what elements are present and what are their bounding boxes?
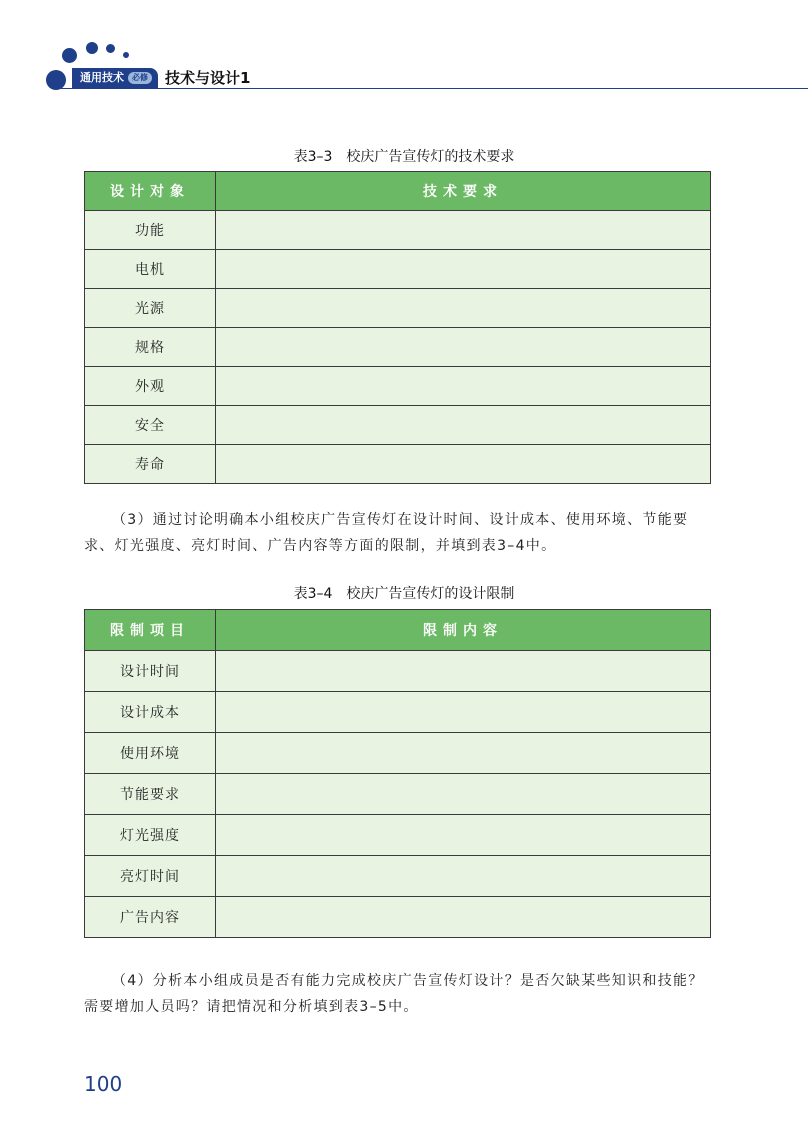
table2-row-label: 使用环境	[85, 733, 216, 774]
table1-row-label: 光源	[85, 289, 216, 328]
table-row	[85, 651, 711, 692]
table2-fill-cell[interactable]	[216, 856, 711, 897]
table2-fill-cell[interactable]	[216, 774, 711, 815]
table-row	[85, 367, 711, 406]
table2-fill-cell[interactable]	[216, 651, 711, 692]
table-row	[85, 289, 711, 328]
table-row	[85, 250, 711, 289]
table1-row-label: 安全	[85, 406, 216, 445]
header-dot-tiny	[106, 44, 115, 53]
table2-caption	[0, 583, 808, 603]
table2-caption-text: 校庆广告宣传灯的设计限制	[346, 586, 515, 602]
table-row	[85, 328, 711, 367]
table1-caption-text: 校庆广告宣传灯的技术要求	[346, 149, 515, 165]
table-row	[85, 211, 711, 250]
table2-fill-cell[interactable]	[216, 815, 711, 856]
table1-row-label: 规格	[85, 328, 216, 367]
table2-row-label: 设计时间	[85, 651, 216, 692]
table2-row-label: 设计成本	[85, 692, 216, 733]
table1-fill-cell[interactable]	[216, 328, 711, 367]
table-row	[85, 692, 711, 733]
header-tag-label: 通用技术	[80, 71, 124, 84]
table2-header-item: 限制项目	[85, 610, 216, 651]
table1-header-requirements: 技术要求	[216, 172, 711, 211]
header-dot-large	[46, 70, 66, 90]
header-badge: 必修	[128, 72, 152, 84]
instruction-paragraph-3: （3）通过讨论明确本小组校庆广告宣传灯在设计时间、设计成本、使用环境、节能要求、灯光强度、亮灯时间、广告内容等方面的限制，并填到表3–4中。	[84, 512, 689, 554]
table2-fill-cell[interactable]	[216, 692, 711, 733]
table1-caption	[0, 146, 808, 166]
table2-row-label: 广告内容	[85, 897, 216, 938]
table-row	[85, 733, 711, 774]
table2-fill-cell[interactable]	[216, 733, 711, 774]
table1-row-label: 外观	[85, 367, 216, 406]
table1-header-row	[85, 172, 711, 211]
header-series-tag	[72, 68, 158, 88]
page-number: 100	[84, 1072, 123, 1096]
table1-row-label: 电机	[85, 250, 216, 289]
table2-caption-number: 表3–4	[293, 586, 333, 602]
table1-fill-cell[interactable]	[216, 211, 711, 250]
table-row	[85, 856, 711, 897]
table1-fill-cell[interactable]	[216, 250, 711, 289]
table1-caption-number: 表3–3	[293, 149, 333, 165]
table1-row-label: 寿命	[85, 445, 216, 484]
table1-fill-cell[interactable]	[216, 406, 711, 445]
table2-header-row	[85, 610, 711, 651]
table-row	[85, 406, 711, 445]
header-book-title: 技术与设计1	[165, 69, 251, 87]
header-dot-medium	[62, 48, 77, 63]
table-row	[85, 897, 711, 938]
table2-fill-cell[interactable]	[216, 897, 711, 938]
table-row	[85, 774, 711, 815]
table1-fill-cell[interactable]	[216, 367, 711, 406]
table-technical-requirements	[84, 171, 711, 484]
table-row	[85, 445, 711, 484]
table1-row-label: 功能	[85, 211, 216, 250]
header-dot-micro	[123, 52, 129, 58]
table1-fill-cell[interactable]	[216, 445, 711, 484]
instruction-paragraph-4: （4）分析本小组成员是否有能力完成校庆广告宣传灯设计？是否欠缺某些知识和技能？需要增加人员吗？请把情况和分析填到表3–5中。	[84, 973, 704, 1015]
header-rule	[52, 88, 808, 89]
header-dot-small	[86, 42, 98, 54]
table-design-constraints	[84, 609, 711, 938]
table1-fill-cell[interactable]	[216, 289, 711, 328]
table2-header-content: 限制内容	[216, 610, 711, 651]
table2-row-label: 节能要求	[85, 774, 216, 815]
table-row	[85, 815, 711, 856]
table2-row-label: 灯光强度	[85, 815, 216, 856]
table1-header-object: 设计对象	[85, 172, 216, 211]
table2-row-label: 亮灯时间	[85, 856, 216, 897]
